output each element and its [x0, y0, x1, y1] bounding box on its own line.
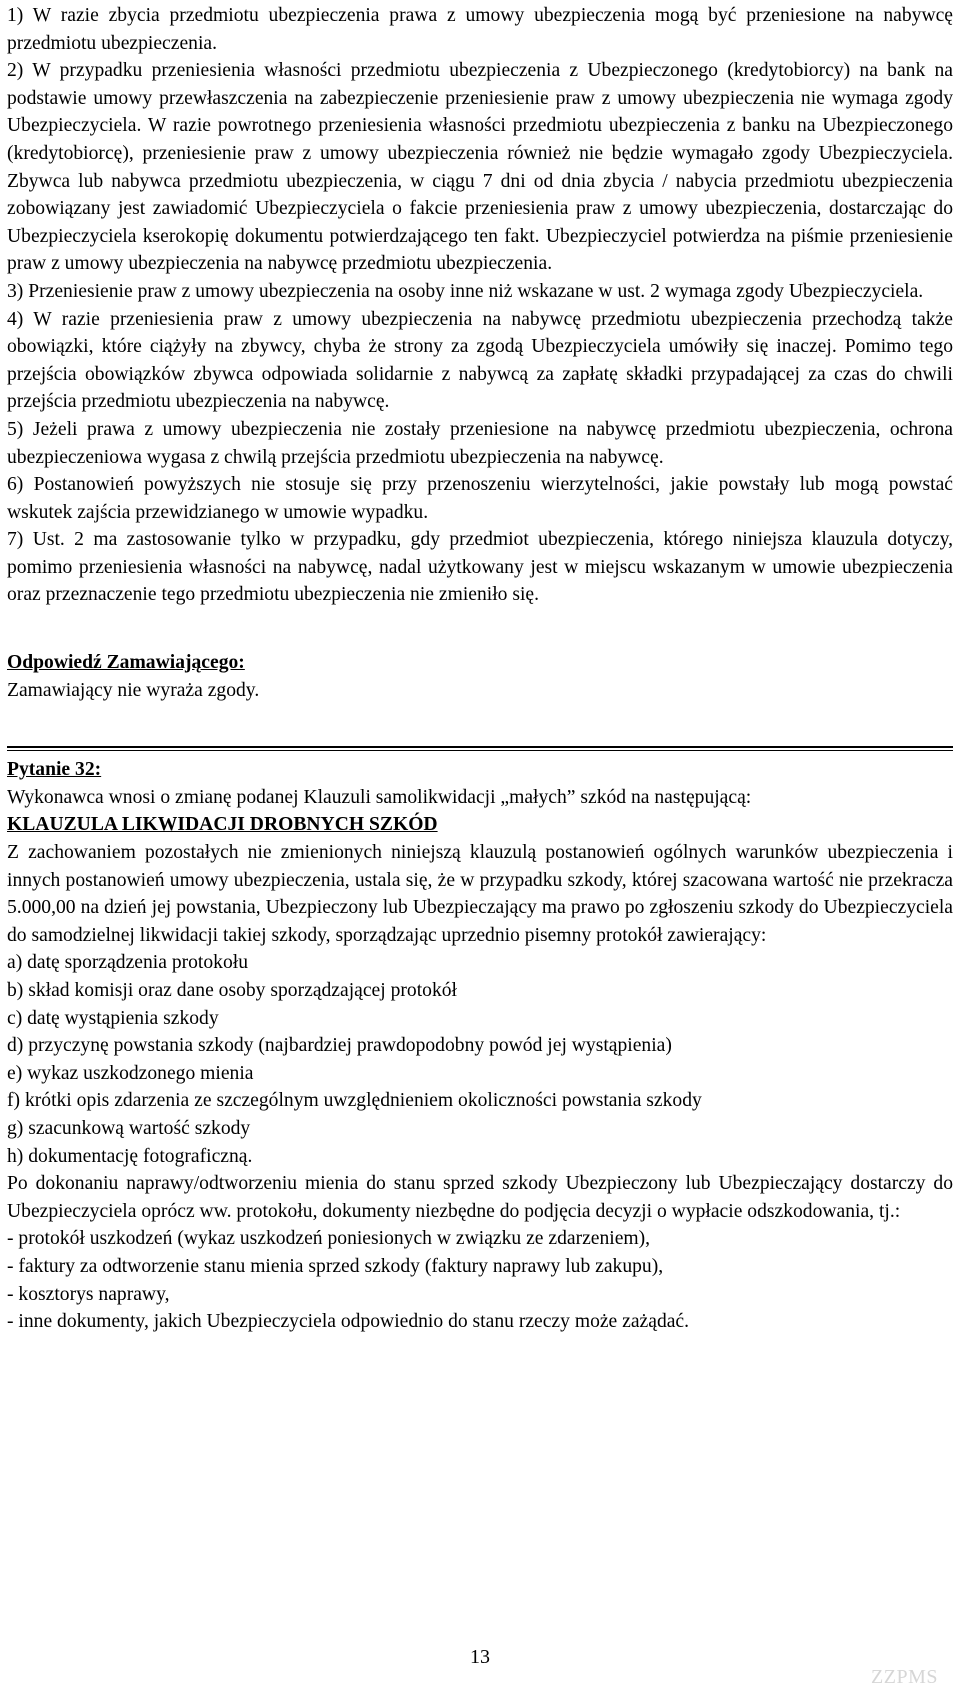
answer-section	[7, 649, 953, 704]
paragraph-6: 6) Postanowień powyższych nie stosuje się przy przenoszeniu wierzytelności, jakie powstały lub mogą powstać wskutek zajścia przewidzianego w umowie wypadku.	[7, 474, 953, 523]
paragraph-3: 3) Przeniesienie praw z umowy ubezpieczenia na osoby inne niż wskazane w ust. 2 wymaga zgody Ubezpieczyciela.	[7, 280, 924, 302]
list-item: b) skład komisji oraz dane osoby sporządzającej protokół	[7, 980, 457, 1001]
paragraph-2: 2) W przypadku przeniesienia własności przedmiotu ubezpieczenia z Ubezpieczonego (kredytobiorcy) na bank na podstawie umowy przewłaszczenia na zabezpieczenie przeniesienie praw z umowy ubezpieczenia nie wymaga zgody Ubezpieczyciela. W razie powrotnego przeniesienia własności przedmiotu ubezpieczenia z banku na Ubezpieczonego (kredytobiorcę), przeniesienie praw z umowy ubezpieczenia również nie będzie wymagało zgody Ubezpieczyciela. Zbywca lub nabywca przedmiotu ubezpieczenia, w ciągu 7 dni od dnia zbycia / nabycia przedmiotu ubezpieczenia zobowiązany jest zawiadomić Ubezpieczyciela o fakcie przeniesienia praw z umowy ubezpieczenia, dostarczając do Ubezpieczyciela kserokopię dokumentu potwierdzającego ten fakt. Ubezpieczyciel potwierdza na piśmie przeniesienie praw z umowy ubezpieczenia na nabywcę przedmiotu ubezpieczenia.	[7, 60, 953, 275]
documents-list	[7, 1225, 953, 1335]
list-item: c) datę wystąpienia szkody	[7, 1007, 219, 1029]
list-item: e) wykaz uszkodzonego mienia	[7, 1062, 254, 1084]
transfer-rules-section	[7, 2, 953, 609]
answer-heading: Odpowiedź Zamawiającego:	[7, 652, 245, 674]
after-repair-paragraph: Po dokonaniu naprawy/odtworzeniu mienia do stanu sprzed szkody Ubezpieczony lub Ubezpieczający dostarczy do Ubezpieczyciela oprócz ww. protokołu, dokumenty niezbędne do podjęcia decyzji o wypłacie odszkodowania, tj.:	[7, 1173, 953, 1222]
page-number: 13	[470, 1646, 490, 1668]
list-item: - inne dokumenty, jakich Ubezpieczyciela odpowiednio do stanu rzeczy może zażądać.	[7, 1311, 690, 1333]
paragraph-7: 7) Ust. 2 ma zastosowanie tylko w przypadku, gdy przedmiot ubezpieczenia, którego niniejsza klauzula dotyczy, pomimo przeniesienia własności na nabywcę, nadal użytkowany jest w miejscu wskazanym w umowie ubezpieczenia oraz przeznaczenie tego przedmiotu ubezpieczenia nie zmieniło się.	[7, 529, 953, 606]
question-heading: Pytanie 32:	[7, 759, 102, 781]
paragraph-4: 4) W razie przeniesienia praw z umowy ubezpieczenia na nabywcę przedmiotu ubezpieczenia przechodzą także obowiązki, które ciążyły na zbywcy, chyba że strony za zgodą Ubezpieczyciela umówiły się inaczej. Pomimo tego przejścia obowiązków zbywca odpowiada solidarnie z nabywcą za zapłatę składki przypadającej za czas do chwili przejścia przedmiotu ubezpieczenia na nabywcę.	[7, 308, 953, 413]
list-item: d) przyczynę powstania szkody (najbardziej prawdopodobny powód jej wystąpienia)	[7, 1035, 672, 1057]
section-divider	[7, 746, 953, 751]
answer-text: Zamawiający nie wyraża zgody.	[7, 679, 260, 701]
paragraph-1: 1) W razie zbycia przedmiotu ubezpieczenia prawa z umowy ubezpieczenia mogą być przeniesione na nabywcę przedmiotu ubezpieczenia.	[7, 5, 953, 54]
list-item: - protokół uszkodzeń (wykaz uszkodzeń poniesionych w związku ze zdarzeniem),	[7, 1228, 651, 1250]
question-section	[7, 756, 953, 1335]
paragraph-5: 5) Jeżeli prawa z umowy ubezpieczenia nie zostały przeniesione na nabywcę przedmiotu ubezpieczenia, ochrona ubezpieczeniowa wygasa z chwilą przejścia przedmiotu ubezpieczenia na nabywcę.	[7, 418, 953, 468]
list-item: a) datę sporządzenia protokołu	[7, 952, 249, 974]
list-item: - kosztorys naprawy,	[7, 1283, 170, 1305]
question-intro: Wykonawca wnosi o zmianę podanej Klauzuli samolikwidacji „małych” szkód na następującą:	[7, 786, 752, 808]
clause-intro: Z zachowaniem pozostałych nie zmienionych niniejszą klauzulą postanowień ogólnych warunków ubezpieczenia i innych postanowień umowy ubezpieczenia, ustala się, że w przypadku szkody, której szacowana wartość nie przekracza 5.000,00 na dzień jej powstania, Ubezpieczony lub Ubezpieczający ma prawo po zgłoszeniu szkody do Ubezpieczyciela do samodzielnej likwidacji takiej szkody, sporządzając uprzednio pisemny protokół zawierający:	[7, 842, 953, 946]
spacer	[7, 704, 953, 746]
spacer	[7, 609, 953, 649]
clause-title: KLAUZULA LIKWIDACJI DROBNYCH SZKÓD	[7, 814, 438, 836]
watermark-text: ZZPMS	[871, 1666, 938, 1688]
list-item: f) krótki opis zdarzenia ze szczególnym uwzględnieniem okoliczności powstania szkody	[7, 1090, 702, 1112]
protocol-list	[7, 949, 953, 1170]
list-item: - faktury za odtworzenie stanu mienia sprzed szkody (faktury naprawy lub zakupu),	[7, 1255, 664, 1277]
list-item: g) szacunkową wartość szkody	[7, 1117, 251, 1139]
list-item: h) dokumentację fotograficzną.	[7, 1145, 253, 1167]
document-page	[7, 2, 953, 1336]
